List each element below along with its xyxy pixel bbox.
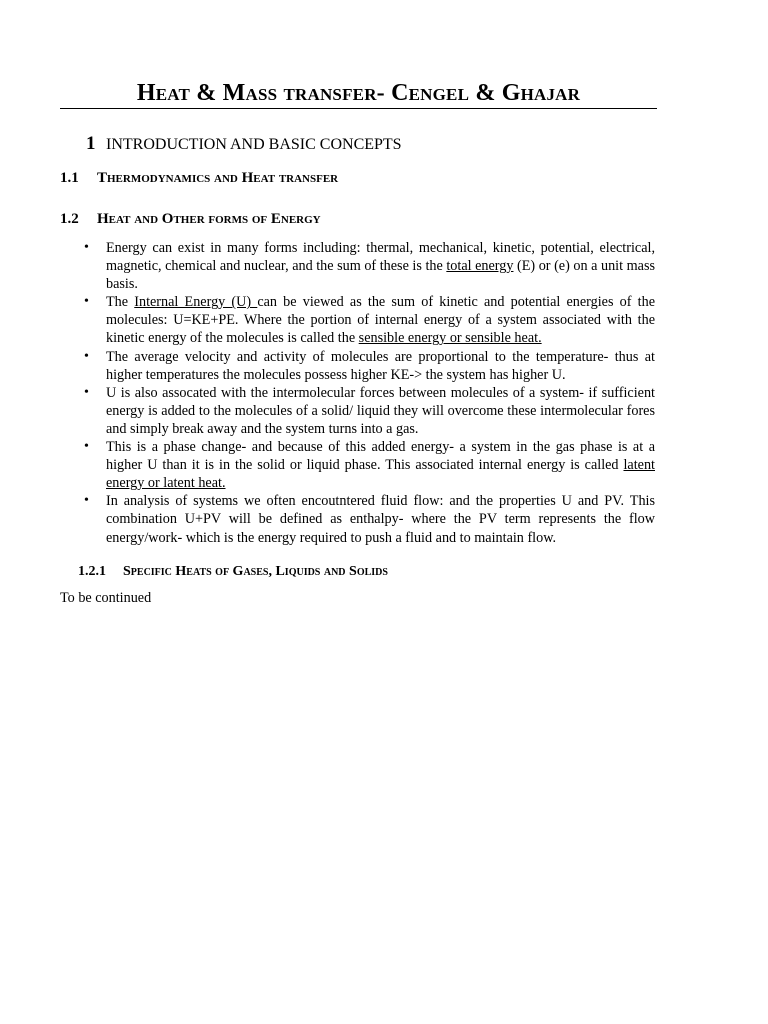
bullet-list bbox=[84, 239, 655, 547]
subsection-title: Specific Heats of Gases, Liquids and Solids bbox=[123, 564, 388, 579]
bullet-glyph: • bbox=[84, 493, 89, 509]
bullet-item bbox=[84, 438, 655, 492]
bullet-text: The bbox=[106, 294, 135, 311]
bullet-text: Energy can exist in many forms including: thermal, mechanical, kinetic, potential, electrical, magnetic, chemical and nuclear, and the sum of these is the bbox=[106, 240, 655, 275]
bullet-text: This is a phase change- and because of this added energy- a system in the gas phase is at a higher U than it is in the solid or liquid phase. This associated internal energy is called bbox=[106, 439, 655, 474]
underlined-term: latent energy or latent heat. bbox=[106, 457, 655, 492]
bullet-glyph: • bbox=[84, 348, 89, 364]
bullet-glyph: • bbox=[84, 294, 89, 310]
chapter-number: 1 bbox=[86, 133, 96, 154]
subsection-number: 1.2.1 bbox=[78, 564, 106, 579]
bullet-item bbox=[84, 492, 655, 546]
section-number: 1.1 bbox=[60, 170, 79, 186]
bullet-text: The average velocity and activity of molecules are proportional to the temperature- thus at higher temperatures the molecules possess higher KE-> the system has higher U. bbox=[106, 348, 655, 383]
bullet-text: can be viewed as the sum of kinetic and potential energies of the molecules: U=KE+PE. Where the portion of internal energy of a system associated with the kinetic energy of the molecules is called the bbox=[106, 294, 656, 347]
bullet-text: (E) or (e) on a unit mass basis. bbox=[106, 258, 655, 293]
section-number: 1.2 bbox=[60, 211, 79, 227]
section-title: Thermodynamics and Heat transfer bbox=[97, 170, 339, 186]
bullet-item bbox=[84, 293, 655, 347]
bullet-text: U is also assocated with the intermolecular forces between molecules of a system- if sufficient energy is added to the molecules of a solid/ liquid they will overcome these intermolecular fores and simply break away and the system turns into a gas. bbox=[106, 384, 655, 437]
section-title: Heat and Other forms of Energy bbox=[97, 211, 321, 227]
subsection-heading-1-2-1 bbox=[78, 562, 388, 582]
document-title: Heat & Mass transfer- Cengel & Ghajar bbox=[136, 80, 581, 106]
bullet-item bbox=[84, 348, 655, 384]
bullet-text: In analysis of systems we often encoutntered fluid flow: and the properties U and PV. This combination U+PV will be defined as enthalpy- where the PV term represents the flow energy/work- which is the energy required to push a fluid and to maintain flow. bbox=[106, 493, 655, 546]
section-heading-1-1 bbox=[60, 168, 338, 188]
underlined-term: total energy bbox=[446, 258, 514, 275]
bullet-glyph: • bbox=[84, 240, 89, 255]
chapter-heading bbox=[86, 133, 402, 156]
underlined-term: sensible energy or sensible heat. bbox=[358, 330, 542, 347]
title-rule bbox=[60, 108, 657, 109]
section-heading-1-2 bbox=[60, 209, 321, 229]
chapter-title: INTRODUCTION AND BASIC CONCEPTS bbox=[106, 136, 402, 153]
underlined-term: Internal Energy (U) bbox=[134, 294, 258, 311]
bullet-glyph: • bbox=[84, 384, 89, 400]
bullet-item bbox=[84, 384, 655, 438]
continuation-note: To be continued bbox=[60, 590, 152, 606]
bullet-glyph: • bbox=[84, 439, 89, 455]
bullet-item bbox=[84, 239, 655, 293]
